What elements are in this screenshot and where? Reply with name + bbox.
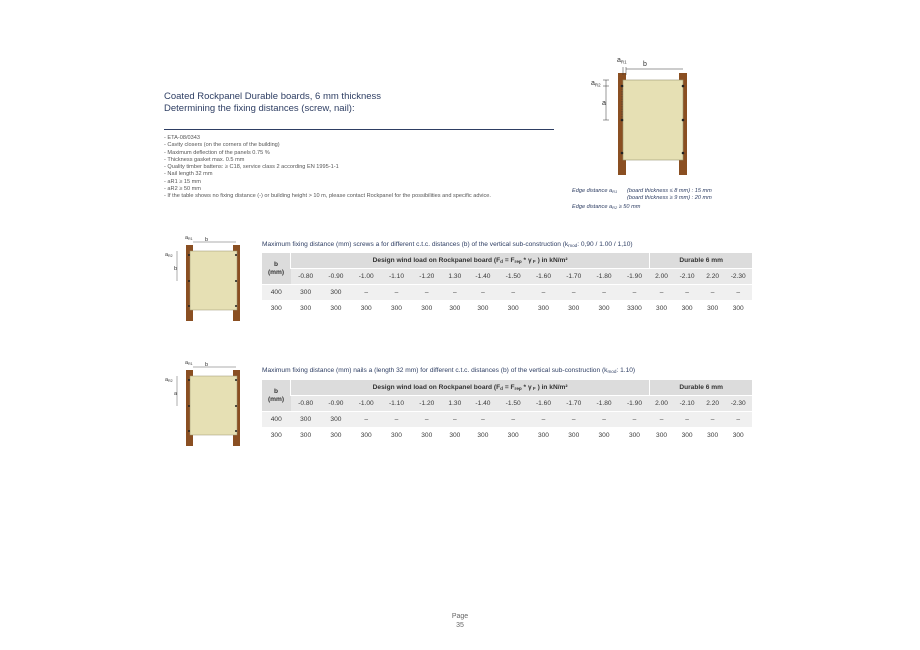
title-line-2: Determining the fixing distances (screw, nail): — [164, 103, 355, 114]
edge-r2-value: ≥ 50 mm — [618, 204, 641, 210]
table-cell: – — [619, 285, 650, 301]
fixing-diagram-nails — [162, 357, 244, 449]
load-value-header: -2.30 — [724, 269, 752, 285]
table-cell: 300 — [412, 301, 442, 317]
load-value-header: -0.90 — [321, 396, 351, 412]
load-value-header: -1.60 — [528, 269, 558, 285]
table-row — [262, 285, 752, 301]
wind-load-header: Design wind load on Rockpanel board ($F_d = F_{rep} * \gamma$ $_F$ ) in kN/m² — [291, 380, 650, 396]
table-cell: – — [650, 412, 674, 428]
table-cell: 300 — [619, 428, 650, 444]
product-header: Durable 6 mm — [650, 380, 752, 396]
table-cell: 300 — [291, 301, 321, 317]
load-value-header: -0.80 — [291, 269, 321, 285]
load-value-header: -1.60 — [528, 396, 558, 412]
notes-list — [164, 135, 564, 201]
table-cell: 300 — [701, 301, 725, 317]
load-value-header: -1.00 — [351, 269, 381, 285]
svg-text:aR2: aR2 — [165, 252, 173, 258]
load-value-header: -0.80 — [291, 396, 321, 412]
table-cell: – — [381, 412, 411, 428]
product-header: Durable 6 mm — [650, 253, 752, 269]
load-value-header: -2.30 — [724, 396, 752, 412]
table-cell: 300 — [291, 412, 321, 428]
b-column-header: b (mm) — [262, 253, 291, 285]
table-cell: – — [412, 285, 442, 301]
table-cell: – — [559, 285, 589, 301]
table-cell: – — [468, 412, 498, 428]
table-cell: 300 — [412, 428, 442, 444]
load-value-header: -1.40 — [468, 269, 498, 285]
note-item: - Cavity closers (on the corners of the building) — [164, 142, 280, 149]
load-value-header: -1.10 — [381, 396, 411, 412]
page-label: Page — [451, 613, 469, 620]
table-cell: 300 — [701, 428, 725, 444]
table-cell: 3300 — [619, 301, 650, 317]
table-cell: 300 — [442, 428, 468, 444]
load-value-header: -1.10 — [381, 269, 411, 285]
load-value-header: -0.90 — [321, 269, 351, 285]
table-cell: 300 — [351, 301, 381, 317]
table-screws-caption: Maximum fixing distance (mm) screws a for different c.t.c. distances (b) of the vertical sub-construction ($k_{mod}$: 0,90 / 1.00 / 1,10) — [262, 241, 633, 248]
table-cell: – — [381, 285, 411, 301]
load-value-header: 2.00 — [650, 269, 674, 285]
table-cell: – — [559, 412, 589, 428]
table-cell: – — [589, 412, 619, 428]
load-value-header: -1.20 — [412, 396, 442, 412]
table-cell: – — [701, 412, 725, 428]
label-b: b — [643, 61, 647, 68]
note-item: - Thickness gasket max. 0.5 mm — [164, 156, 245, 163]
load-value-header: -1.20 — [412, 269, 442, 285]
label-aR2: $a_{R2}$ — [591, 80, 601, 88]
edge-distance-legend — [572, 188, 712, 211]
row-b-value: 400 — [262, 412, 291, 428]
table-cell: 300 — [381, 301, 411, 317]
table-cell: 300 — [351, 428, 381, 444]
load-value-header: 2.00 — [650, 396, 674, 412]
table-cell: 300 — [442, 301, 468, 317]
edge-label-r1: Edge distance $a_{R1}$ — [572, 188, 618, 194]
table-cell: – — [442, 412, 468, 428]
note-item: - Maximum deflection of the panels 0.75 % — [164, 149, 270, 156]
table-cell: – — [589, 285, 619, 301]
load-value-header: -2.10 — [673, 269, 701, 285]
row-b-value: 300 — [262, 428, 291, 444]
load-value-header: -1.70 — [559, 396, 589, 412]
load-value-header: 2.20 — [701, 269, 725, 285]
table-cell: 300 — [650, 428, 674, 444]
svg-text:aR2: aR2 — [165, 377, 173, 383]
load-value-header: -1.70 — [559, 269, 589, 285]
svg-text:b: b — [205, 362, 209, 368]
load-value-header: -1.50 — [498, 396, 528, 412]
table-cell: 300 — [321, 428, 351, 444]
note-item: - Quality timber battens: ≥ C18, service class 2 according EN 1995-1-1 — [164, 164, 339, 171]
svg-text:a: a — [174, 391, 178, 397]
edge-label-r2: Edge distance $a_{R2}$ — [572, 204, 618, 210]
table-nails-caption: Maximum fixing distance (mm) nails a (length 32 mm) for different c.t.c. distances (b) of the vertical sub-construction ($k_{mod}$: 1.10) — [262, 367, 636, 374]
load-value-header: 1.30 — [442, 396, 468, 412]
table-cell: 300 — [559, 428, 589, 444]
table-cell: 300 — [381, 428, 411, 444]
table-cell: 300 — [291, 285, 321, 301]
load-value-header: -1.80 — [589, 396, 619, 412]
load-value-header: -1.90 — [619, 269, 650, 285]
load-value-header: -1.40 — [468, 396, 498, 412]
table-cell: – — [673, 412, 701, 428]
table-cell: – — [673, 285, 701, 301]
page-title — [164, 91, 381, 115]
table-cell: 300 — [589, 428, 619, 444]
fixing-diagram-large — [586, 55, 696, 177]
note-item: - If the table shows no fixing distance (-) or building height > 10 m, please contact Rockpanel for the possibilities and specific advice. — [164, 193, 491, 200]
title-divider — [164, 129, 554, 130]
table-cell: – — [442, 285, 468, 301]
table-row — [262, 301, 752, 317]
svg-text:b: b — [205, 237, 209, 243]
b-column-header: b (mm) — [262, 380, 291, 412]
table-cell: – — [701, 285, 725, 301]
load-value-header: -1.80 — [589, 269, 619, 285]
table-cell: 300 — [724, 301, 752, 317]
table-cell: 300 — [673, 301, 701, 317]
table-cell: – — [351, 412, 381, 428]
row-b-value: 300 — [262, 301, 291, 317]
table-cell: 300 — [724, 428, 752, 444]
table-cell: – — [724, 412, 752, 428]
table-cell: – — [498, 412, 528, 428]
table-cell: – — [468, 285, 498, 301]
board-panel — [623, 80, 683, 160]
table-cell: 300 — [528, 301, 558, 317]
table-nails — [262, 380, 752, 444]
table-cell: – — [412, 412, 442, 428]
table-row — [262, 428, 752, 444]
svg-text:aR1: aR1 — [185, 235, 193, 241]
label-aR1: $a_{R1}$ — [617, 57, 627, 65]
table-cell: 300 — [498, 301, 528, 317]
note-item: - aR2 ≥ 50 mm — [164, 186, 201, 193]
table-row — [262, 412, 752, 428]
edge-r1-value-1: (board thickness ≤ 8 mm) : 15 mm — [627, 188, 712, 194]
note-item: - aR1 ≥ 15 mm — [164, 178, 201, 185]
note-item: - ETA-08/0343 — [164, 135, 200, 141]
table-cell: – — [650, 285, 674, 301]
table-cell: 300 — [468, 428, 498, 444]
title-line-1: Coated Rockpanel Durable boards, 6 mm thickness — [164, 91, 382, 102]
load-value-header: 1.30 — [442, 269, 468, 285]
load-value-header: 2.20 — [701, 396, 725, 412]
label-a: a — [602, 100, 606, 107]
table-cell: 300 — [650, 301, 674, 317]
table-cell: – — [619, 412, 650, 428]
table-cell: 300 — [589, 301, 619, 317]
row-b-value: 400 — [262, 285, 291, 301]
table-cell: 300 — [291, 428, 321, 444]
page-footer — [440, 612, 480, 630]
wind-load-header: Design wind load on Rockpanel board ($F_d = F_{rep} * \gamma$ $_F$ ) in kN/m² — [291, 253, 650, 269]
load-value-header: -1.50 — [498, 269, 528, 285]
table-cell: – — [528, 412, 558, 428]
table-cell: 300 — [321, 412, 351, 428]
svg-text:aR1: aR1 — [185, 360, 193, 366]
load-value-header: -1.90 — [619, 396, 650, 412]
table-cell: 300 — [673, 428, 701, 444]
table-cell: 300 — [321, 285, 351, 301]
note-item: - Nail length 32 mm — [164, 171, 213, 178]
table-screws — [262, 253, 752, 317]
edge-r1-value-2: (board thickness ≥ 9 mm) : 20 mm — [627, 195, 712, 201]
table-cell: – — [724, 285, 752, 301]
table-cell: – — [351, 285, 381, 301]
load-value-header: -2.10 — [673, 396, 701, 412]
fixing-diagram-screws — [162, 232, 244, 324]
table-cell: 300 — [498, 428, 528, 444]
table-cell: – — [498, 285, 528, 301]
table-cell: 300 — [468, 301, 498, 317]
table-cell: 300 — [559, 301, 589, 317]
page-number: 35 — [456, 622, 464, 629]
table-cell: 300 — [528, 428, 558, 444]
load-value-header: -1.00 — [351, 396, 381, 412]
svg-text:b: b — [174, 266, 178, 272]
table-cell: 300 — [321, 301, 351, 317]
table-cell: – — [528, 285, 558, 301]
